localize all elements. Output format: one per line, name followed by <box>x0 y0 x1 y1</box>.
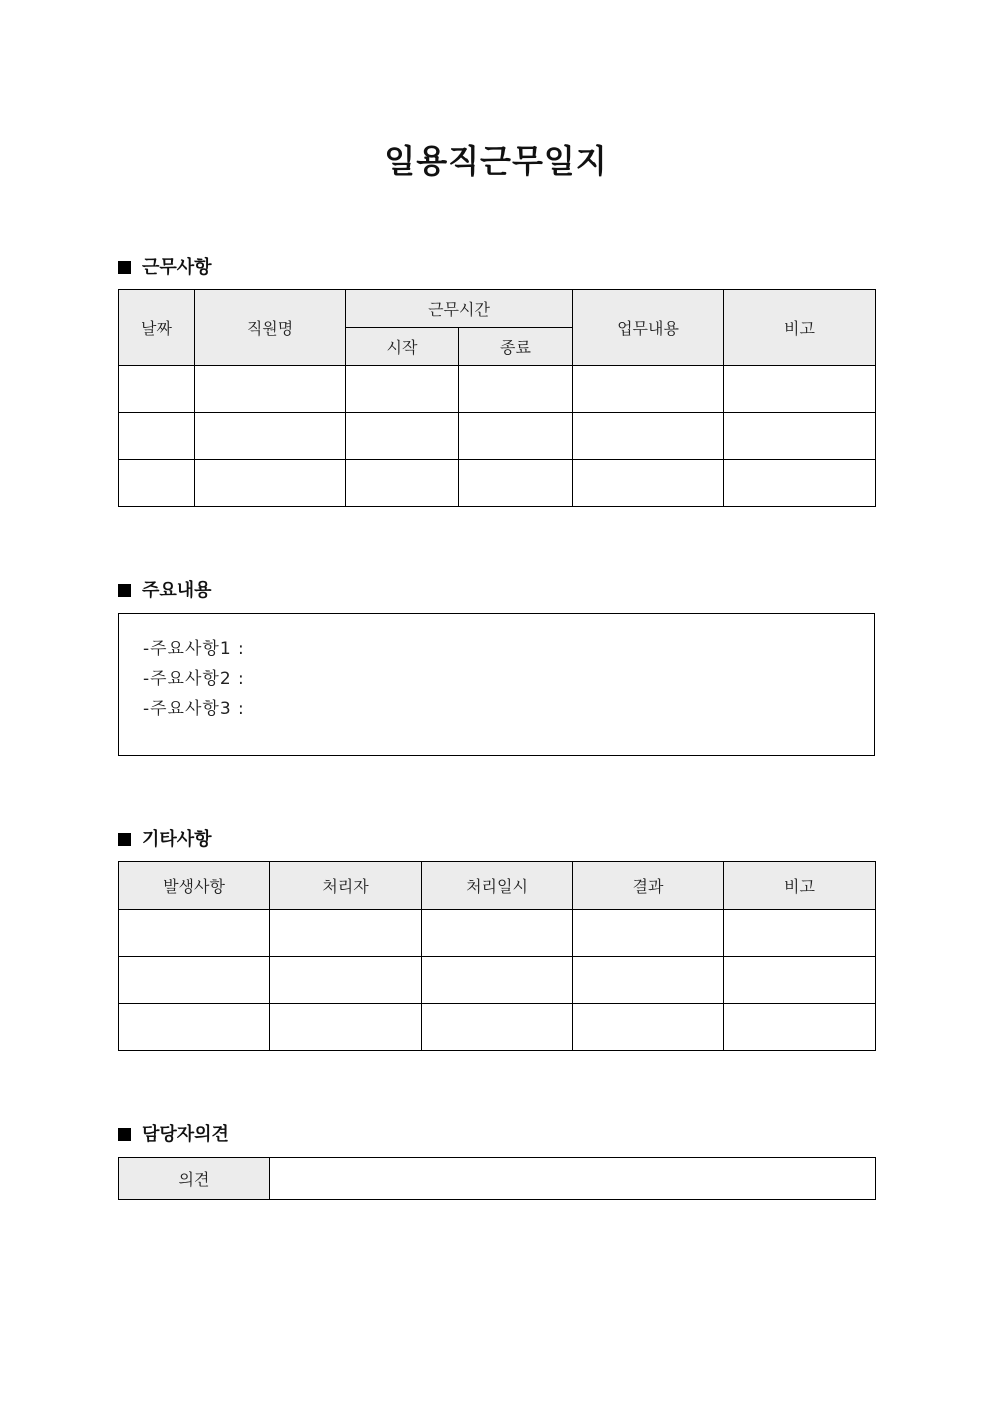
section-heading-work <box>118 253 212 279</box>
table-cell[interactable] <box>422 910 573 957</box>
header-work-time: 근무시간 <box>346 290 573 328</box>
section-heading-label: 담당자의견 <box>142 1124 229 1145</box>
section-heading-label: 근무사항 <box>142 257 212 278</box>
section-heading-main <box>118 576 212 602</box>
table-cell[interactable] <box>119 910 270 957</box>
other-table <box>118 861 876 1051</box>
table-cell[interactable] <box>270 910 422 957</box>
table-row <box>119 366 876 413</box>
table-row <box>119 957 876 1004</box>
header-note: 비고 <box>724 862 876 910</box>
square-bullet-icon <box>118 833 131 846</box>
opinion-field[interactable] <box>270 1158 876 1200</box>
section-heading-label: 기타사항 <box>142 829 212 850</box>
table-cell[interactable] <box>724 957 876 1004</box>
header-handler: 처리자 <box>270 862 422 910</box>
table-cell[interactable] <box>270 957 422 1004</box>
section-heading-label: 주요내용 <box>142 580 212 601</box>
header-end: 종료 <box>459 328 573 366</box>
table-cell[interactable] <box>573 366 724 413</box>
table-cell[interactable] <box>459 366 573 413</box>
table-cell[interactable] <box>724 413 876 460</box>
square-bullet-icon <box>118 1128 131 1141</box>
table-cell[interactable] <box>459 460 573 507</box>
table-cell[interactable] <box>119 413 195 460</box>
main-item-2: -주요사항2 : <box>143 669 245 689</box>
table-cell[interactable] <box>459 413 573 460</box>
table-cell[interactable] <box>724 1004 876 1051</box>
table-cell[interactable] <box>346 460 459 507</box>
main-item-1: -주요사항1 : <box>143 639 245 659</box>
table-cell[interactable] <box>346 366 459 413</box>
table-cell[interactable] <box>422 1004 573 1051</box>
table-cell[interactable] <box>119 957 270 1004</box>
section-heading-opinion <box>118 1120 229 1146</box>
header-name: 직원명 <box>195 290 346 366</box>
work-table <box>118 289 876 507</box>
header-handled-at: 처리일시 <box>422 862 573 910</box>
header-date: 날짜 <box>119 290 195 366</box>
table-cell[interactable] <box>119 366 195 413</box>
table-cell[interactable] <box>195 413 346 460</box>
square-bullet-icon <box>118 584 131 597</box>
table-cell[interactable] <box>724 366 876 413</box>
table-cell[interactable] <box>573 460 724 507</box>
header-result: 결과 <box>573 862 724 910</box>
opinion-table <box>118 1157 876 1200</box>
header-start: 시작 <box>346 328 459 366</box>
header-note: 비고 <box>724 290 876 366</box>
table-cell[interactable] <box>346 413 459 460</box>
table-cell[interactable] <box>119 1004 270 1051</box>
table-cell[interactable] <box>119 460 195 507</box>
table-row <box>119 1004 876 1051</box>
section-heading-other <box>118 825 212 851</box>
table-cell[interactable] <box>422 957 573 1004</box>
page-title: 일용직근무일지 <box>384 142 608 180</box>
main-item-3: -주요사항3 : <box>143 699 245 719</box>
table-cell[interactable] <box>195 366 346 413</box>
opinion-label: 의견 <box>119 1158 270 1200</box>
table-row <box>119 910 876 957</box>
table-row <box>119 413 876 460</box>
table-cell[interactable] <box>724 460 876 507</box>
table-cell[interactable] <box>573 413 724 460</box>
table-cell[interactable] <box>573 957 724 1004</box>
table-cell[interactable] <box>573 1004 724 1051</box>
table-cell[interactable] <box>195 460 346 507</box>
table-cell[interactable] <box>724 910 876 957</box>
table-row <box>119 460 876 507</box>
header-occurrence: 발생사항 <box>119 862 270 910</box>
table-cell[interactable] <box>270 1004 422 1051</box>
header-task: 업무내용 <box>573 290 724 366</box>
table-cell[interactable] <box>573 910 724 957</box>
square-bullet-icon <box>118 261 131 274</box>
main-content-box[interactable] <box>118 613 875 756</box>
